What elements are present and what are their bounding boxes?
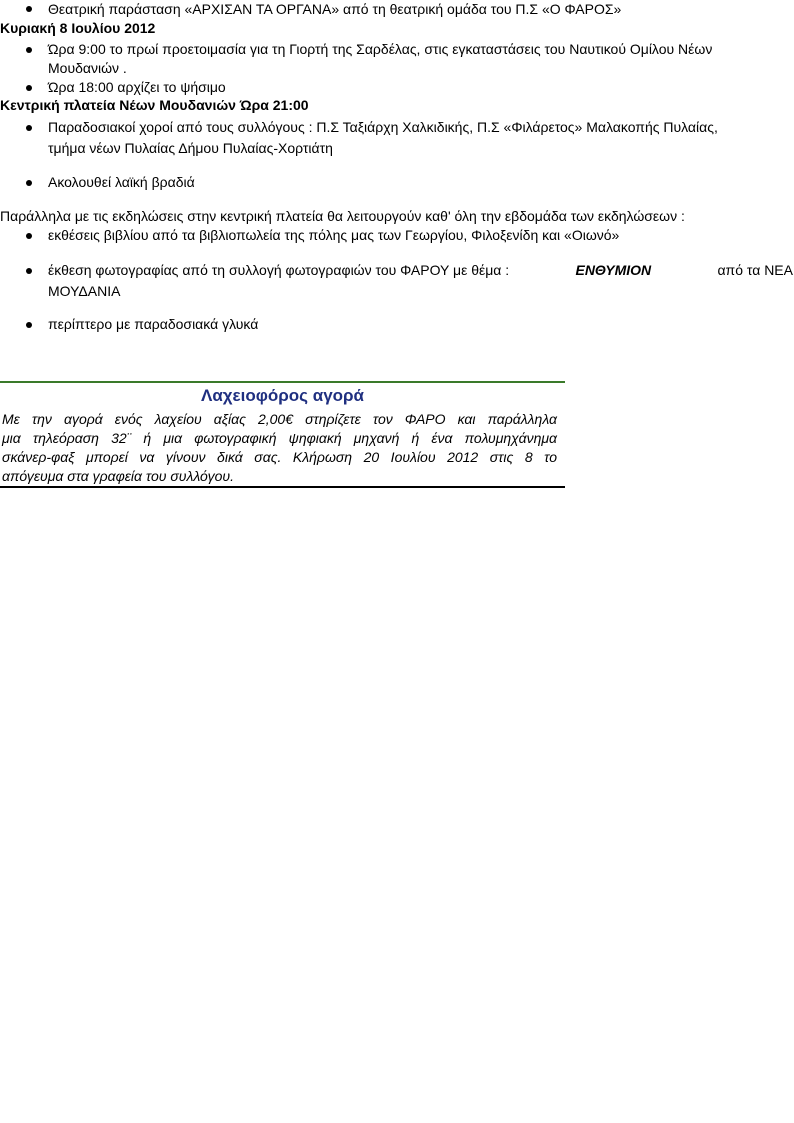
list-item-continuation: ΜΟΥΔΑΝΙΑ [48, 283, 121, 299]
bullet-icon [26, 125, 32, 131]
bullet-icon [26, 268, 32, 274]
list-item: Ώρα 18:00 αρχίζει το ψήσιμο [48, 79, 226, 95]
bullet-icon [26, 85, 32, 91]
list-item: περίπτερο με παραδοσιακά γλυκά [48, 316, 259, 332]
lottery-text-line: Με την αγορά ενός λαχείου αξίας 2,00€ στηρίζετε τον ΦΑΡΟ και παράλληλα [2, 411, 557, 427]
list-item [48, 262, 793, 279]
list-item-text: έκθεση φωτογραφίας από τη συλλογή φωτογραφιών του ΦΑΡΟΥ με θέμα : [48, 262, 510, 278]
lottery-text-line: μια τηλεόραση 32¨ ή μια φωτογραφική ψηφιακή μηχανή ή ένα πολυμηχάνημα [2, 430, 557, 446]
lottery-box [0, 381, 565, 488]
paragraph-intro: Παράλληλα με τις εκδηλώσεις στην κεντρική πλατεία θα λειτουργούν καθ' όλη την εβδομάδα των εκδηλώσεων : [0, 208, 685, 224]
section-heading-square: Κεντρική πλατεία Νέων Μουδανιών Ώρα 21:00 [0, 97, 309, 113]
emphasis-text: ΕΝΘΥΜΙΟΝ [575, 262, 652, 278]
list-item-continuation: Μουδανιών . [48, 60, 127, 76]
bullet-icon [26, 233, 32, 239]
bullet-icon [26, 322, 32, 328]
list-item-text: από τα ΝΕΑ [717, 262, 793, 278]
list-item: Θεατρική παράσταση «ΑΡΧΙΣΑΝ ΤΑ ΟΡΓΑΝΑ» από τη θεατρική ομάδα του Π.Σ «Ο ΦΑΡΟΣ» [48, 1, 622, 17]
bullet-icon [26, 47, 32, 53]
lottery-text-line: απόγευμα στα γραφεία του συλλόγου. [2, 468, 234, 484]
bullet-icon [26, 6, 32, 12]
list-item: Ώρα 9:00 το πρωί προετοιμασία για τη Γιορτή της Σαρδέλας, στις εγκαταστάσεις του Ναυτικού Ομίλου Νέων [48, 41, 713, 57]
list-item: Ακολουθεί λαϊκή βραδιά [48, 174, 195, 190]
bullet-icon [26, 180, 32, 186]
section-heading-sunday: Κυριακή 8 Ιουλίου 2012 [0, 20, 156, 36]
list-item: εκθέσεις βιβλίου από τα βιβλιοπωλεία της πόλης μας των Γεωργίου, Φιλοξενίδη και «Οιωνό» [48, 227, 620, 243]
list-item-continuation: τμήμα νέων Πυλαίας Δήμου Πυλαίας-Χορτιάτη [48, 140, 333, 156]
list-item: Παραδοσιακοί χοροί από τους συλλόγους : Π.Σ Ταξιάρχη Χαλκιδικής, Π.Σ «Φιλάρετος» Μαλακοπής Πυλαίας, [48, 119, 718, 135]
lottery-title: Λαχειοφόρος αγορά [200, 386, 365, 405]
lottery-text-line: σκάνερ-φαξ μπορεί να γίνουν δικά σας. Κλήρωση 20 Ιουλίου 2012 στις 8 το [2, 449, 557, 465]
